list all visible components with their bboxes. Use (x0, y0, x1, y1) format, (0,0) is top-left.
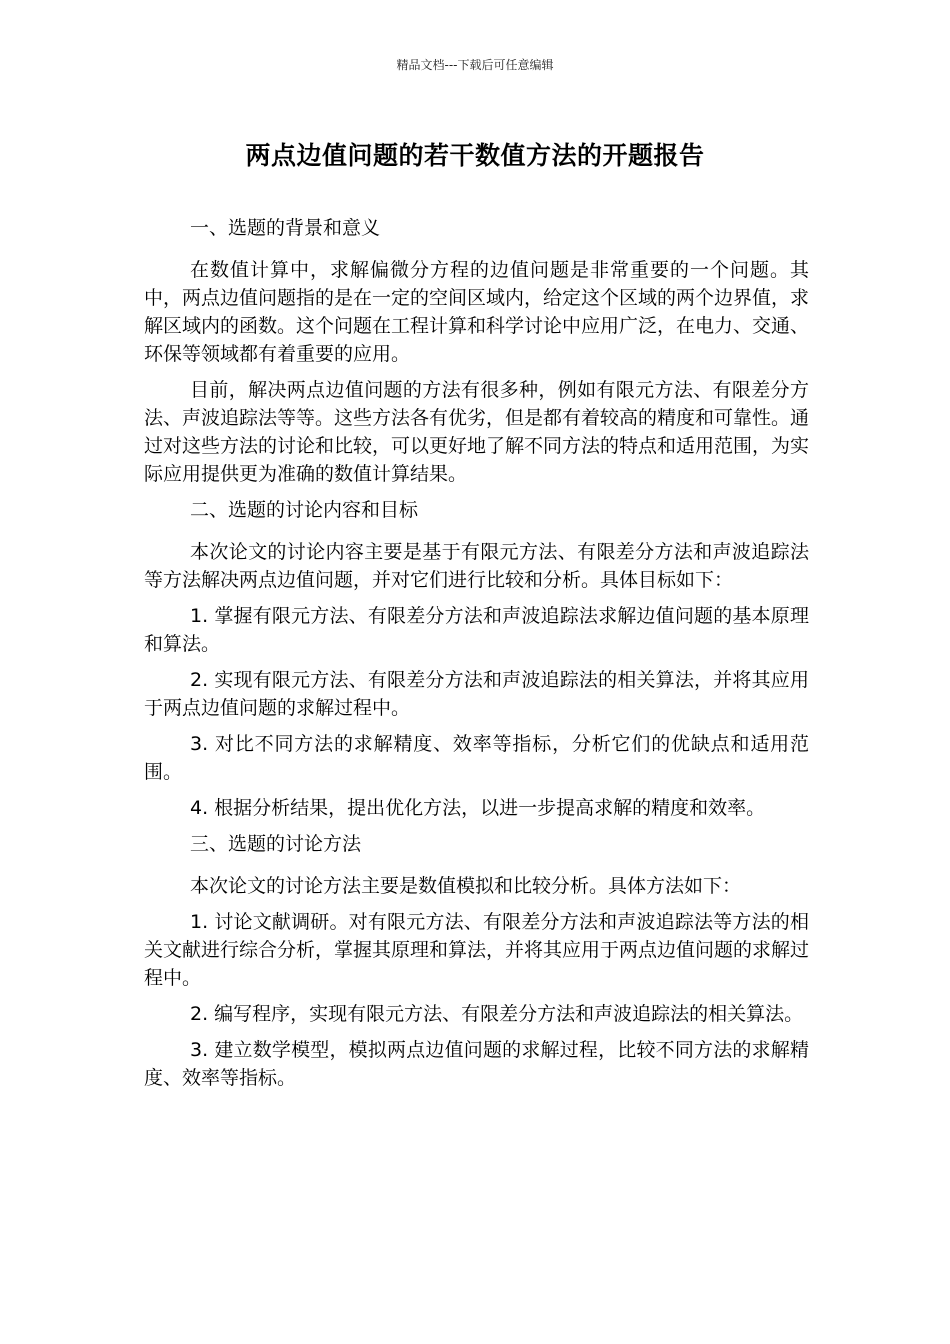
list-item: 3. 建立数学模型，模拟两点边值问题的求解过程，比较不同方法的求解精度、效率等指标。 (144, 1039, 809, 1089)
section-heading-methods: 三、选题的讨论方法 (190, 833, 362, 855)
document-title: 两点边值问题的若干数值方法的开题报告 (245, 141, 705, 170)
paragraph: 目前，解决两点边值问题的方法有很多种，例如有限元方法、有限差分方法、声波追踪法等等。这些方法各有优劣，但是都有着较高的精度和可靠性。通过对这些方法的讨论和比较，可以更好地了解不同方法的特点和适用范围，为实际应用提供更为准确的数值计算结果。 (144, 379, 810, 485)
paragraph: 本次论文的讨论内容主要是基于有限元方法、有限差分方法和声波追踪法等方法解决两点边值问题，并对它们进行比较和分析。具体目标如下： (144, 541, 809, 591)
list-item: 2. 编写程序，实现有限元方法、有限差分方法和声波追踪法的相关算法。 (190, 1003, 804, 1025)
section-heading-content-goals: 二、选题的讨论内容和目标 (190, 499, 419, 521)
list-item: 1. 讨论文献调研。对有限元方法、有限差分方法和声波追踪法等方法的相关文献进行综合分析，掌握其原理和算法，并将其应用于两点边值问题的求解过程中。 (144, 911, 810, 989)
paragraph: 在数值计算中，求解偏微分方程的边值问题是非常重要的一个问题。其中，两点边值问题指的是在一定的空间区域内，给定这个区域的两个边界值，求解区域内的函数。这个问题在工程计算和科学讨论中应用广泛，在电力、交通、环保等领域都有着重要的应用。 (144, 259, 810, 365)
paragraph: 本次论文的讨论方法主要是数值模拟和比较分析。具体方法如下： (190, 875, 742, 897)
list-item: 3. 对比不同方法的求解精度、效率等指标，分析它们的优缺点和适用范围。 (144, 733, 809, 783)
section-heading-background: 一、选题的背景和意义 (190, 217, 381, 239)
header-note: 精品文档---下载后可任意编辑 (396, 58, 554, 72)
list-item: 2. 实现有限元方法、有限差分方法和声波追踪法的相关算法，并将其应用于两点边值问题的求解过程中。 (144, 669, 809, 719)
document-body (144, 214, 809, 1100)
list-item: 1. 掌握有限元方法、有限差分方法和声波追踪法求解边值问题的基本原理和算法。 (144, 605, 809, 655)
list-item: 4. 根据分析结果，提出优化方法，以进一步提高求解的精度和效率。 (190, 797, 766, 819)
